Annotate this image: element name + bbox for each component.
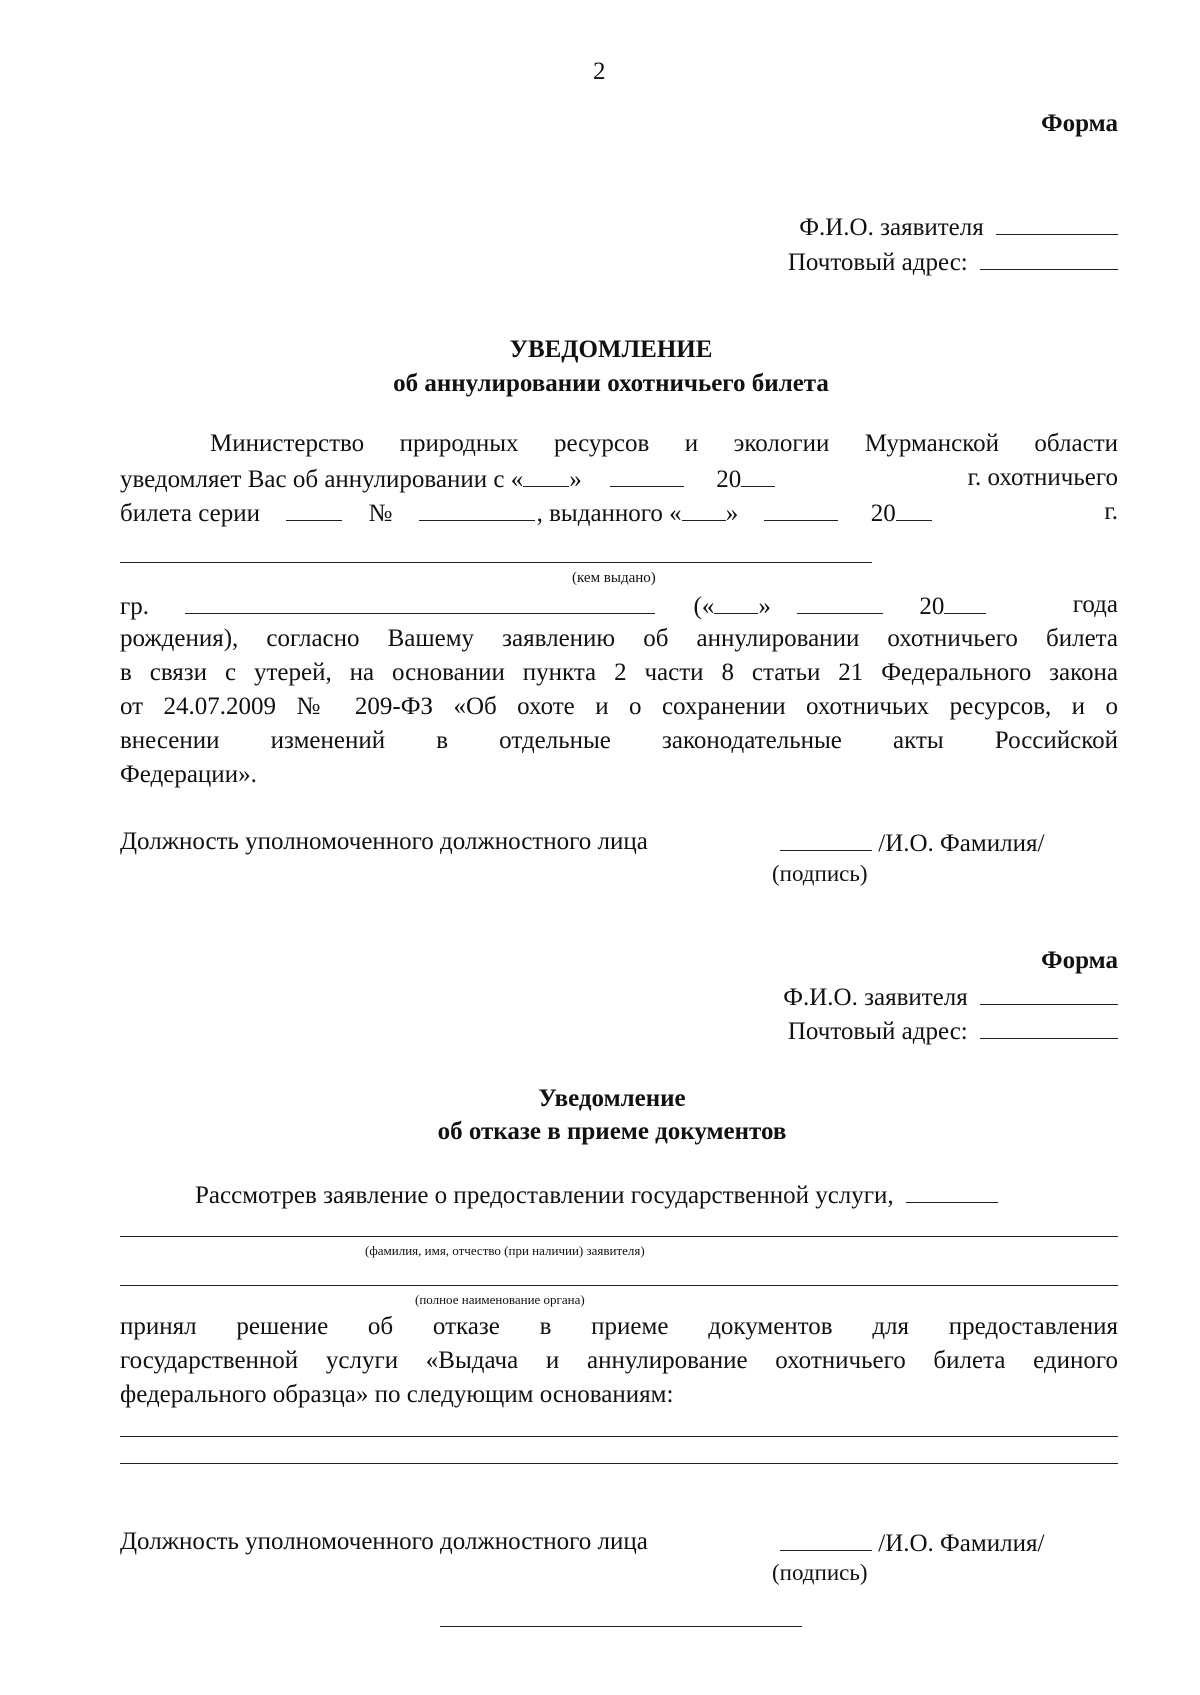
text-fragment: 20 <box>919 593 945 620</box>
text-fragment: гр. <box>120 593 150 620</box>
official-position: Должность уполномоченного должностного лица <box>120 1528 648 1555</box>
notice-paragraph-line <box>120 591 1118 621</box>
notice-paragraph-line: рождения), согласно Вашему заявлению об аннулировании охотничьего билета <box>120 625 1118 652</box>
notice-paragraph-line: Федерации». <box>120 761 257 788</box>
notice-paragraph-line: внесении изменений в отдельные законодательные акты Российской <box>120 727 1118 754</box>
form-label: Форма <box>1041 110 1118 137</box>
text-fragment: » <box>569 466 582 493</box>
text-fragment: уведомляет Вас об аннулировании с « <box>120 466 524 493</box>
issue-day-blank <box>682 498 726 521</box>
birth-year-blank <box>944 591 986 614</box>
text-fragment: 20 <box>870 500 896 527</box>
notice-paragraph-line: Министерство природных ресурсов и экологии Мурманской области <box>210 430 1118 457</box>
official-position: Должность уполномоченного должностного лица <box>120 828 648 855</box>
postal-address-field <box>788 247 1118 277</box>
signature-blank <box>780 828 872 851</box>
issued-by-line <box>120 562 872 563</box>
text-fragment: » <box>725 500 739 527</box>
applicant-name-label: Ф.И.О. заявителя <box>799 214 984 241</box>
text-fragment: г. <box>1104 498 1118 525</box>
signature-row <box>780 1528 1044 1558</box>
applicant-name-blank <box>996 212 1118 235</box>
text-fragment: » <box>758 593 771 620</box>
issue-month-blank <box>764 498 838 521</box>
text-fragment: (« <box>693 593 715 620</box>
notice-paragraph-line: принял решение об отказе в приеме документов для предоставления <box>120 1313 1118 1340</box>
text-fragment: № <box>368 500 393 527</box>
signature-row <box>780 828 1044 858</box>
form-label: Форма <box>1041 947 1118 974</box>
year-blank <box>741 464 775 487</box>
postal-address-label: Почтовый адрес: <box>787 1018 968 1045</box>
notice-paragraph-line: федерального образца» по следующим основаниям: <box>120 1381 674 1408</box>
issued-by-caption: (кем выдано) <box>572 570 656 586</box>
citizen-name-blank <box>185 591 655 614</box>
birth-month-blank <box>797 591 883 614</box>
org-caption: (полное наименование органа) <box>415 1292 585 1307</box>
applicant-name-label: Ф.И.О. заявителя <box>783 984 968 1011</box>
notice-paragraph-line <box>120 464 1118 494</box>
page-number: 2 <box>593 58 606 85</box>
applicant-name-field <box>783 982 1118 1012</box>
text-fragment: , выданного « <box>536 500 682 527</box>
postal-address-blank <box>980 247 1118 270</box>
issue-year-blank <box>896 498 932 521</box>
signature-blank <box>780 1528 872 1551</box>
notice-title: Уведомление <box>538 1085 686 1112</box>
applicant-name-field <box>799 212 1118 242</box>
notice-paragraph-line: от 24.07.2009 № 209-ФЗ «Об охоте и о сохранении охотничьих ресурсов, и о <box>120 693 1118 720</box>
applicant-name-blank <box>980 982 1118 1005</box>
grounds-line <box>120 1463 1118 1464</box>
text-fragment: 20 <box>716 466 742 493</box>
day-blank <box>523 464 569 487</box>
applicant-name-line <box>120 1236 1118 1237</box>
grounds-line <box>120 1436 1118 1437</box>
text-fragment: года <box>1072 591 1118 618</box>
text-fragment: г. охотничьего <box>967 464 1118 491</box>
official-name: /И.О. Фамилия/ <box>878 830 1045 857</box>
notice-paragraph-line: в связи с утерей, на основании пункта 2 части 8 статьи 21 Федерального закона <box>120 659 1118 686</box>
closing-rule <box>440 1626 802 1627</box>
text-fragment: билета серии <box>120 500 261 527</box>
series-blank <box>286 498 342 521</box>
postal-address-blank <box>980 1016 1118 1039</box>
name-caption: (фамилия, имя, отчество (при наличии) заявителя) <box>365 1243 645 1258</box>
postal-address-field <box>788 1016 1118 1046</box>
signature-caption: (подпись) <box>772 1560 868 1585</box>
postal-address-label: Почтовый адрес: <box>787 249 968 276</box>
signature-caption: (подпись) <box>772 861 868 886</box>
notice-title: УВЕДОМЛЕНИЕ <box>509 336 713 363</box>
birth-day-blank <box>714 591 758 614</box>
number-blank <box>419 498 535 521</box>
applicant-blank <box>906 1180 998 1203</box>
notice-paragraph-line <box>195 1180 998 1210</box>
notice-subtitle: об отказе в приеме документов <box>437 1118 787 1145</box>
text-fragment: Рассмотрев заявление о предоставлении государственной услуги, <box>195 1182 894 1209</box>
notice-subtitle: об аннулировании охотничьего билета <box>393 370 829 397</box>
organ-name-line <box>120 1285 1118 1286</box>
notice-paragraph-line <box>120 498 1118 528</box>
month-blank <box>610 464 684 487</box>
official-name: /И.О. Фамилия/ <box>878 1530 1045 1557</box>
notice-paragraph-line: государственной услуги «Выдача и аннулирование охотничьего билета единого <box>120 1347 1118 1374</box>
